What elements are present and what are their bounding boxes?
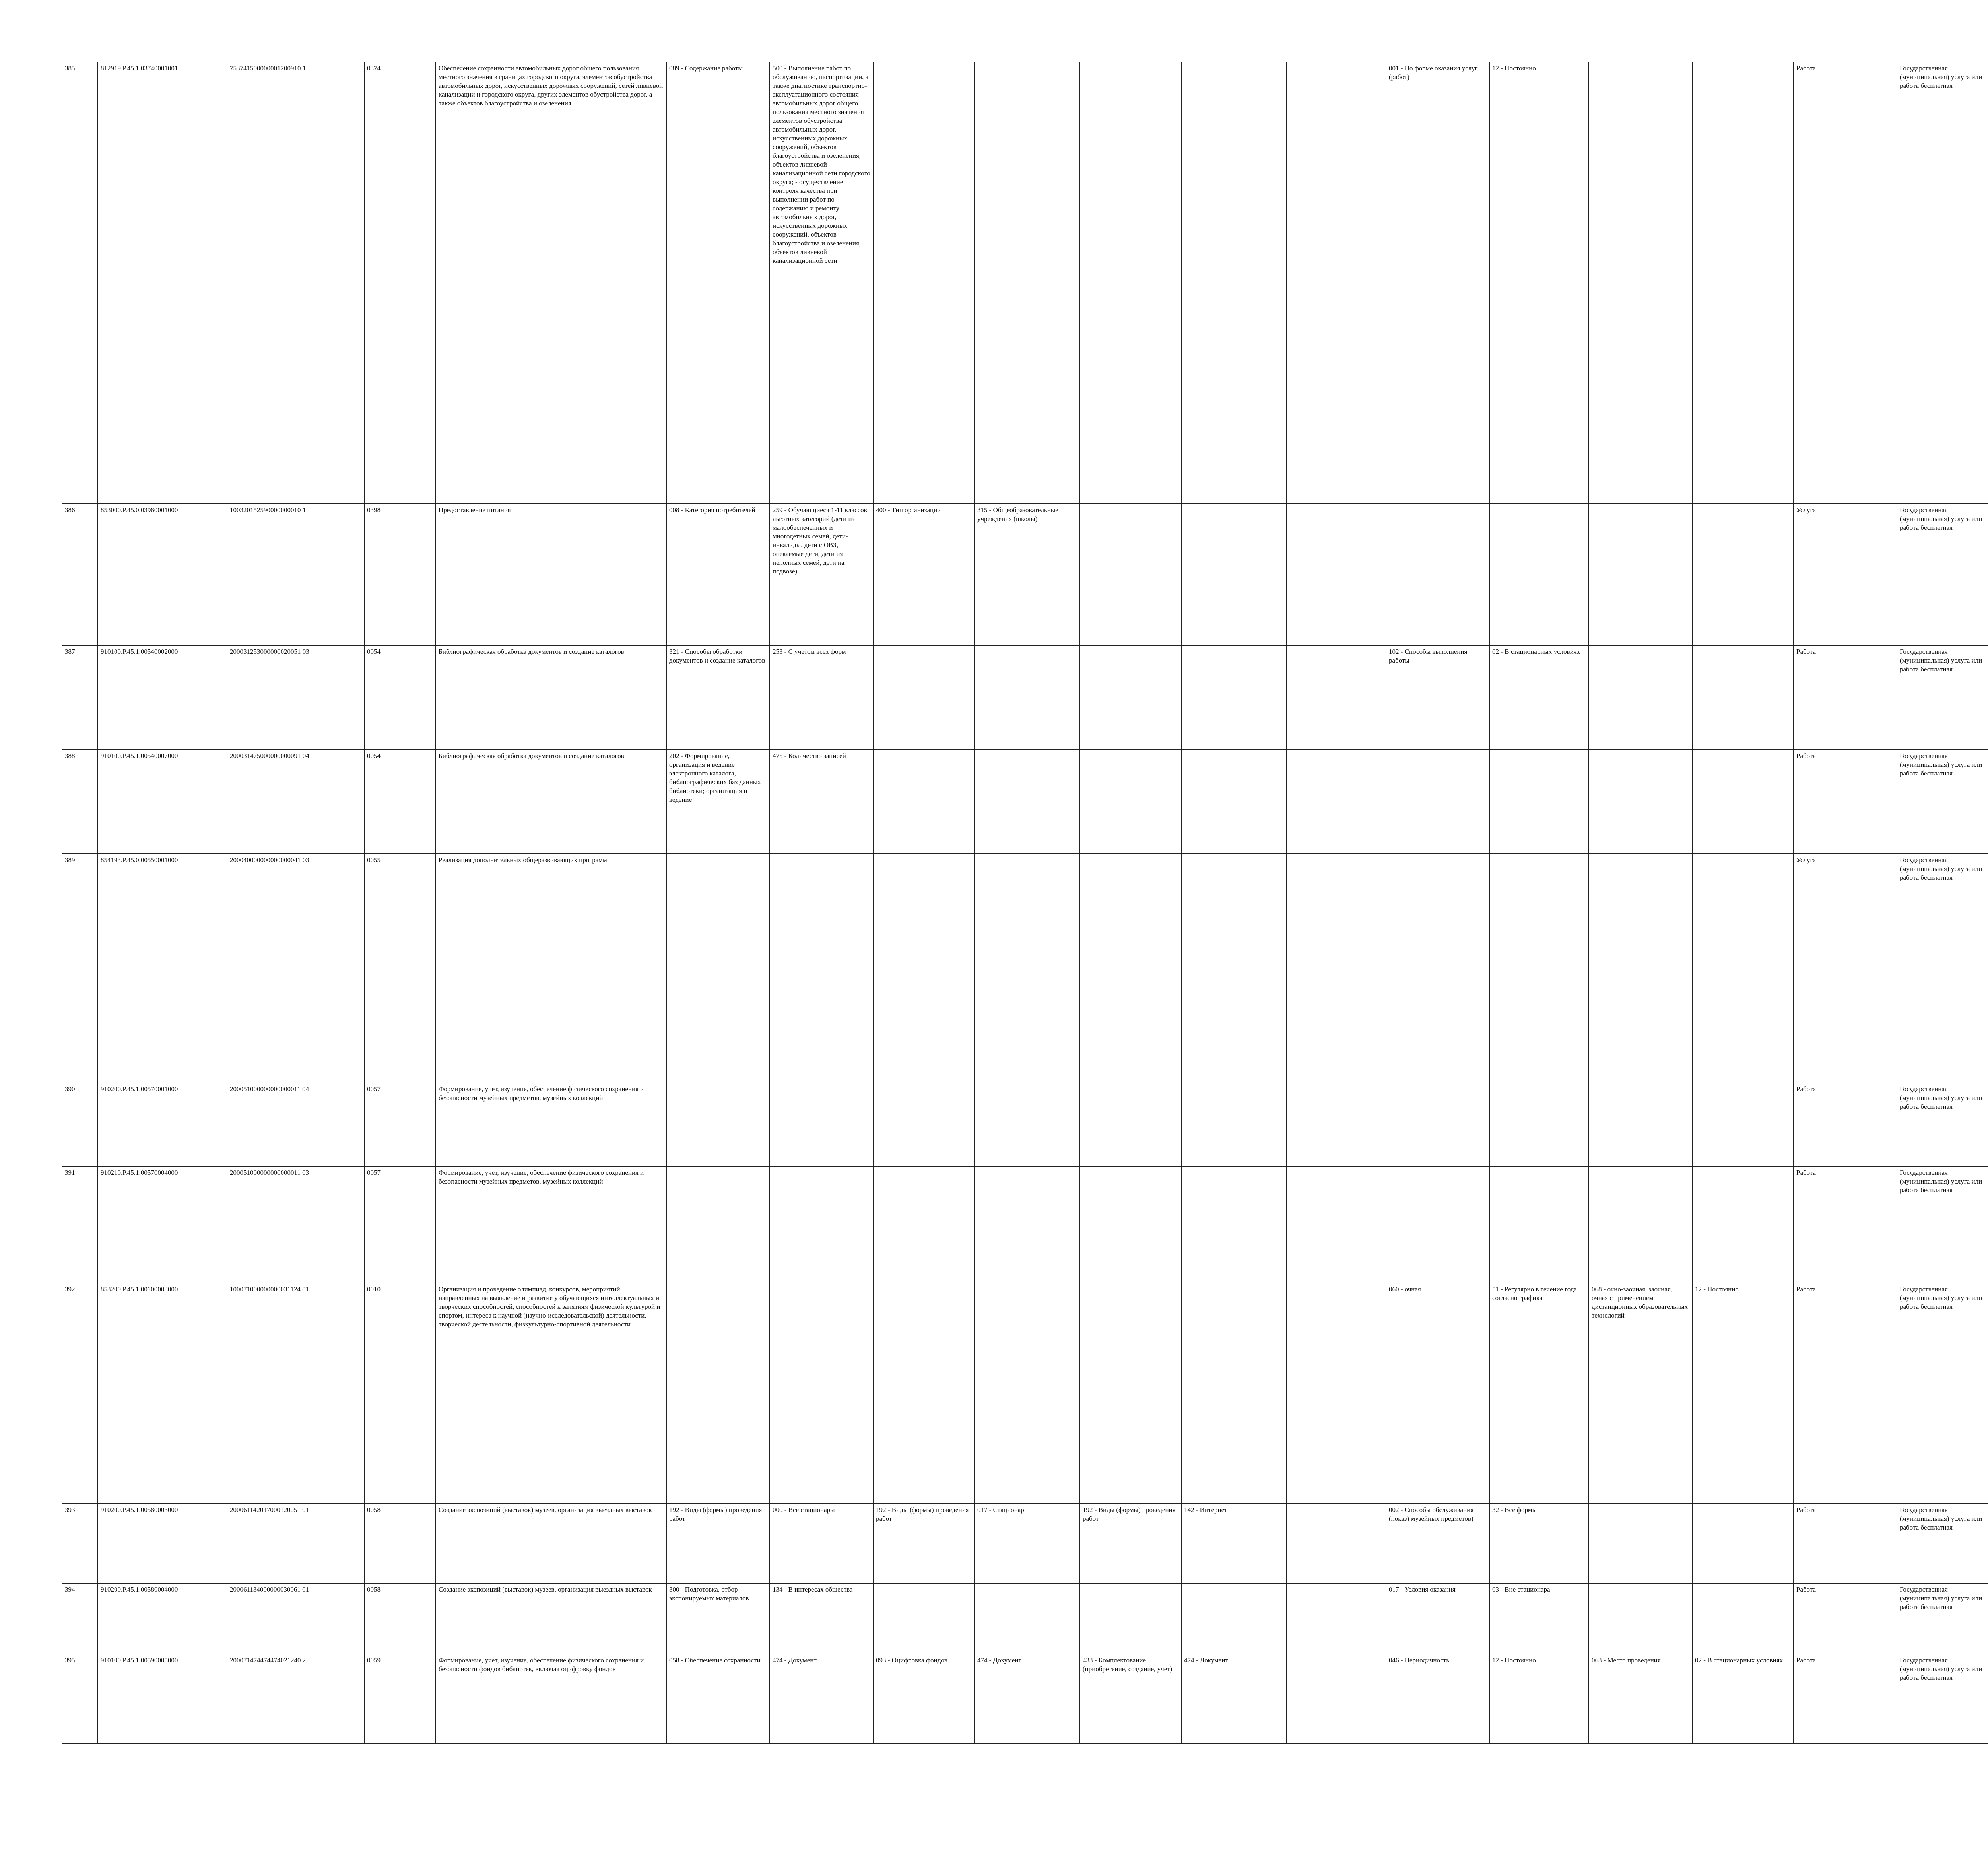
table-cell bbox=[1181, 1166, 1287, 1283]
table-cell bbox=[1080, 504, 1181, 645]
table-cell: 0374 bbox=[364, 62, 436, 504]
table-cell: Формирование, учет, изучение, обеспечение физического сохранения и безопасности музейных предметов, музейных коллекций bbox=[436, 1166, 666, 1283]
table-cell: 400 - Тип организации bbox=[873, 504, 975, 645]
table-cell: 500 - Выполнение работ по обслуживанию, паспортизации, а также диагностике транспортно-эксплуатационного состояния автомобильных дорог общего пользования местного значения элементов обустройства автомобильных дорог, искусственных дорожных сооружений, объектов благоустройства и озеленения, объектов ливневой канализационной сети городского округа; - осуществление контроля качества при выполнении работ по содержанию и ремонту автомобильных дорог, искусственных дорожных сооружений, объектов благоустройства и озеленения, объектов ливневой канализационной сети bbox=[770, 62, 873, 504]
table-cell: Работа bbox=[1794, 1083, 1897, 1166]
table-cell: Государственная (муниципальная) услуга или работа бесплатная bbox=[1897, 1166, 1988, 1283]
table-cell bbox=[1386, 504, 1489, 645]
table-cell: 753741500000001200910 1 bbox=[227, 62, 364, 504]
table-cell: 0398 bbox=[364, 504, 436, 645]
table-cell: 200051000000000000011 04 bbox=[227, 1083, 364, 1166]
table-cell: 089 - Содержание работы bbox=[666, 62, 770, 504]
table-cell bbox=[1489, 1083, 1589, 1166]
table-cell: 910100.Р.45.1.00540002000 bbox=[98, 645, 227, 750]
table-cell: Создание экспозиций (выставок) музеев, организация выездных выставок bbox=[436, 1583, 666, 1654]
table-cell bbox=[975, 1083, 1080, 1166]
registry-table bbox=[62, 62, 1988, 1744]
table-cell: 046 - Периодичность bbox=[1386, 1654, 1489, 1743]
table-cell: 142 - Интернет bbox=[1181, 1504, 1287, 1583]
table-cell bbox=[1181, 645, 1287, 750]
table-cell: Работа bbox=[1794, 1504, 1897, 1583]
table-cell bbox=[1589, 854, 1692, 1083]
table-cell bbox=[1080, 750, 1181, 854]
table-cell bbox=[1589, 1166, 1692, 1283]
table-cell: 391 bbox=[62, 1166, 98, 1283]
table-cell bbox=[1181, 854, 1287, 1083]
table-cell bbox=[1589, 504, 1692, 645]
table-cell bbox=[1692, 62, 1794, 504]
table-cell: 0057 bbox=[364, 1166, 436, 1283]
table-cell: 474 - Документ bbox=[1181, 1654, 1287, 1743]
table-cell: Формирование, учет, изучение, обеспечение физического сохранения и безопасности фондов библиотек, включая оцифровку фондов bbox=[436, 1654, 666, 1743]
table-cell bbox=[770, 1283, 873, 1504]
table-cell bbox=[975, 1583, 1080, 1654]
table-cell bbox=[873, 750, 975, 854]
table-cell: 093 - Оцифровка фондов bbox=[873, 1654, 975, 1743]
table-cell: Государственная (муниципальная) услуга или работа бесплатная bbox=[1897, 1283, 1988, 1504]
table-cell: 300 - Подготовка, отбор экспонируемых материалов bbox=[666, 1583, 770, 1654]
table-cell bbox=[1080, 1083, 1181, 1166]
table-cell: 393 bbox=[62, 1504, 98, 1583]
table-cell: 386 bbox=[62, 504, 98, 645]
table-cell: Работа bbox=[1794, 1654, 1897, 1743]
table-cell bbox=[1287, 750, 1386, 854]
table-cell: Работа bbox=[1794, 645, 1897, 750]
table-cell: Библиографическая обработка документов и создание каталогов bbox=[436, 645, 666, 750]
table-cell bbox=[1287, 1504, 1386, 1583]
table-cell: 102 - Способы выполнения работы bbox=[1386, 645, 1489, 750]
table-row bbox=[62, 504, 1988, 645]
table-cell bbox=[1080, 854, 1181, 1083]
table-cell: 02 - В стационарных условиях bbox=[1489, 645, 1589, 750]
table-cell bbox=[1181, 1283, 1287, 1504]
table-cell: 12 - Постоянно bbox=[1692, 1283, 1794, 1504]
table-cell: 910210.Р.45.1.00570004000 bbox=[98, 1166, 227, 1283]
table-cell: Формирование, учет, изучение, обеспечение физического сохранения и безопасности музейных предметов, музейных коллекций bbox=[436, 1083, 666, 1166]
table-cell: Обеспечение сохранности автомобильных дорог общего пользования местного значения в границах городского округа, элементов обустройства автомобильных дорог, искусственных дорожных сооружений, сетей ливневой канализации и городского округа, других элементов обустройства дорог, а также объектов благоустройства и озеленения bbox=[436, 62, 666, 504]
table-cell: 475 - Количество записей bbox=[770, 750, 873, 854]
table-row bbox=[62, 1654, 1988, 1743]
table-cell bbox=[1080, 645, 1181, 750]
table-cell: 474 - Документ bbox=[975, 1654, 1080, 1743]
table-cell: 433 - Комплектование (приобретение, создание, учет) bbox=[1080, 1654, 1181, 1743]
table-cell bbox=[1287, 504, 1386, 645]
table-cell bbox=[1287, 645, 1386, 750]
table-cell bbox=[873, 1583, 975, 1654]
table-cell bbox=[770, 854, 873, 1083]
table-cell bbox=[770, 1166, 873, 1283]
table-cell: 385 bbox=[62, 62, 98, 504]
table-cell bbox=[666, 1083, 770, 1166]
table-cell: 0057 bbox=[364, 1083, 436, 1166]
table-cell bbox=[1386, 750, 1489, 854]
table-cell bbox=[770, 1083, 873, 1166]
table-cell bbox=[1692, 645, 1794, 750]
table-cell: Государственная (муниципальная) услуга или работа бесплатная bbox=[1897, 645, 1988, 750]
table-cell bbox=[873, 62, 975, 504]
table-cell: 100320152590000000010 1 bbox=[227, 504, 364, 645]
table-cell bbox=[1489, 504, 1589, 645]
table-cell bbox=[1287, 1283, 1386, 1504]
table-cell: Государственная (муниципальная) услуга или работа бесплатная bbox=[1897, 1083, 1988, 1166]
table-cell: 192 - Виды (формы) проведения работ bbox=[1080, 1504, 1181, 1583]
table-cell: 134 - В интересах общества bbox=[770, 1583, 873, 1654]
table-cell: Услуга bbox=[1794, 854, 1897, 1083]
table-cell bbox=[1386, 854, 1489, 1083]
table-cell bbox=[1181, 504, 1287, 645]
table-cell bbox=[1080, 62, 1181, 504]
table-cell: 395 bbox=[62, 1654, 98, 1743]
table-cell: 392 bbox=[62, 1283, 98, 1504]
table-cell bbox=[1287, 1166, 1386, 1283]
table-cell bbox=[975, 1283, 1080, 1504]
table-cell: 060 - очная bbox=[1386, 1283, 1489, 1504]
table-row bbox=[62, 62, 1988, 504]
table-cell: 474 - Документ bbox=[770, 1654, 873, 1743]
table-cell bbox=[975, 645, 1080, 750]
table-cell bbox=[1589, 1504, 1692, 1583]
table-cell bbox=[1692, 504, 1794, 645]
table-row bbox=[62, 645, 1988, 750]
table-cell bbox=[1080, 1583, 1181, 1654]
table-cell bbox=[1589, 645, 1692, 750]
table-cell: 0055 bbox=[364, 854, 436, 1083]
table-cell: 02 - В стационарных условиях bbox=[1692, 1654, 1794, 1743]
table-cell: 910200.Р.45.1.00570001000 bbox=[98, 1083, 227, 1166]
table-cell: 192 - Виды (формы) проведения работ bbox=[666, 1504, 770, 1583]
table-cell bbox=[1080, 1283, 1181, 1504]
table-cell: Государственная (муниципальная) услуга или работа бесплатная bbox=[1897, 1654, 1988, 1743]
table-cell: Государственная (муниципальная) услуга или работа бесплатная bbox=[1897, 1504, 1988, 1583]
table-cell: 0054 bbox=[364, 750, 436, 854]
table-cell: 12 - Постоянно bbox=[1489, 62, 1589, 504]
table-cell: 200051000000000000011 03 bbox=[227, 1166, 364, 1283]
table-cell: 200031253000000020051 03 bbox=[227, 645, 364, 750]
table-cell: Работа bbox=[1794, 62, 1897, 504]
table-cell bbox=[1181, 750, 1287, 854]
table-cell bbox=[1692, 1583, 1794, 1654]
table-cell: 0058 bbox=[364, 1583, 436, 1654]
table-cell bbox=[1692, 1083, 1794, 1166]
table-cell: Государственная (муниципальная) услуга или работа бесплатная bbox=[1897, 750, 1988, 854]
table-cell: 0054 bbox=[364, 645, 436, 750]
table-cell bbox=[1181, 1583, 1287, 1654]
table-cell: 001 - По форме оказания услуг (работ) bbox=[1386, 62, 1489, 504]
table-cell bbox=[1080, 1166, 1181, 1283]
table-cell: Организация и проведение олимпиад, конкурсов, мероприятий, направленных на выявление и развитие у обучающихся интеллектуальных и творческих способностей, способностей к занятиям физической культурой и спортом, интереса к научной (научно-исследовательской) деятельности, творческой деятельности, физкультурно-спортивной деятельности bbox=[436, 1283, 666, 1504]
table-cell: Государственная (муниципальная) услуга или работа бесплатная bbox=[1897, 854, 1988, 1083]
table-cell bbox=[1386, 1083, 1489, 1166]
table-cell bbox=[1489, 750, 1589, 854]
table-cell: 200040000000000000041 03 bbox=[227, 854, 364, 1083]
table-cell: 0059 bbox=[364, 1654, 436, 1743]
table-cell: Государственная (муниципальная) услуга или работа бесплатная bbox=[1897, 1583, 1988, 1654]
table-cell: 0058 bbox=[364, 1504, 436, 1583]
table-cell bbox=[873, 645, 975, 750]
table-cell bbox=[975, 750, 1080, 854]
table-cell bbox=[975, 854, 1080, 1083]
table-cell bbox=[1589, 62, 1692, 504]
table-cell: 063 - Место проведения bbox=[1589, 1654, 1692, 1743]
table-cell bbox=[1692, 1166, 1794, 1283]
table-cell: 910100.Р.45.1.00540007000 bbox=[98, 750, 227, 854]
table-cell: 017 - Условия оказания bbox=[1386, 1583, 1489, 1654]
table-cell bbox=[1589, 1583, 1692, 1654]
table-cell: 200061134000000030061 01 bbox=[227, 1583, 364, 1654]
table-cell: 321 - Способы обработки документов и создание каталогов bbox=[666, 645, 770, 750]
table-cell: Услуга bbox=[1794, 504, 1897, 645]
table-cell: 910100.Р.45.1.00590005000 bbox=[98, 1654, 227, 1743]
table-cell bbox=[1181, 62, 1287, 504]
table-cell bbox=[666, 1283, 770, 1504]
table-cell: 002 - Способы обслуживания (показ) музейных предметов) bbox=[1386, 1504, 1489, 1583]
table-row bbox=[62, 1583, 1988, 1654]
table-cell bbox=[1287, 854, 1386, 1083]
table-cell: 058 - Обеспечение сохранности bbox=[666, 1654, 770, 1743]
table-cell: 390 bbox=[62, 1083, 98, 1166]
table-cell: 192 - Виды (формы) проведения работ bbox=[873, 1504, 975, 1583]
table-cell: 253 - С учетом всех форм bbox=[770, 645, 873, 750]
table-row bbox=[62, 1283, 1988, 1504]
table-cell bbox=[666, 1166, 770, 1283]
table-cell bbox=[1589, 750, 1692, 854]
table-cell bbox=[1287, 62, 1386, 504]
table-cell: 315 - Общеобразовательные учреждения (школы) bbox=[975, 504, 1080, 645]
table-row bbox=[62, 1083, 1988, 1166]
table-cell bbox=[1181, 1083, 1287, 1166]
table-cell: 202 - Формирование, организация и ведение электронного каталога, библиографических баз данных библиотеки; организация и ведение bbox=[666, 750, 770, 854]
table-cell: Государственная (муниципальная) услуга или работа бесплатная bbox=[1897, 504, 1988, 645]
table-cell: 068 - очно-заочная, заочная, очная с применением дистанционных образовательных технологий bbox=[1589, 1283, 1692, 1504]
table-cell: 910200.Р.45.1.00580004000 bbox=[98, 1583, 227, 1654]
table-cell bbox=[1589, 1083, 1692, 1166]
table-cell: 910200.Р.45.1.00580003000 bbox=[98, 1504, 227, 1583]
table-cell: 389 bbox=[62, 854, 98, 1083]
table-cell: 0010 bbox=[364, 1283, 436, 1504]
table-cell: 100071000000000031124 01 bbox=[227, 1283, 364, 1504]
table-cell: Библиографическая обработка документов и создание каталогов bbox=[436, 750, 666, 854]
table-cell bbox=[873, 1166, 975, 1283]
table-cell: 000 - Все стационары bbox=[770, 1504, 873, 1583]
table-row bbox=[62, 1166, 1988, 1283]
table-cell: 200061142017000120051 01 bbox=[227, 1504, 364, 1583]
table-cell: 388 bbox=[62, 750, 98, 854]
table-cell: Работа bbox=[1794, 1283, 1897, 1504]
table-cell bbox=[1692, 1504, 1794, 1583]
table-cell: 853000.Р.45.0.03980001000 bbox=[98, 504, 227, 645]
table-cell: 387 bbox=[62, 645, 98, 750]
table-cell bbox=[1287, 1583, 1386, 1654]
table-cell bbox=[1489, 1166, 1589, 1283]
table-cell bbox=[1386, 1166, 1489, 1283]
table-cell: 03 - Вне стационара bbox=[1489, 1583, 1589, 1654]
table-cell: Работа bbox=[1794, 1583, 1897, 1654]
table-cell: 200071474474474021240 2 bbox=[227, 1654, 364, 1743]
table-cell: 812919.Р.45.1.03740001001 bbox=[98, 62, 227, 504]
table-cell: 394 bbox=[62, 1583, 98, 1654]
table-row bbox=[62, 750, 1988, 854]
table-cell: Работа bbox=[1794, 750, 1897, 854]
table-row bbox=[62, 854, 1988, 1083]
table-cell bbox=[1489, 854, 1589, 1083]
table-cell: Предоставление питания bbox=[436, 504, 666, 645]
table-cell bbox=[1287, 1083, 1386, 1166]
table-cell: Создание экспозиций (выставок) музеев, организация выездных выставок bbox=[436, 1504, 666, 1583]
table-cell: Государственная (муниципальная) услуга или работа бесплатная bbox=[1897, 62, 1988, 504]
table-cell: 51 - Регулярно в течение года согласно графика bbox=[1489, 1283, 1589, 1504]
table-cell bbox=[975, 1166, 1080, 1283]
table-cell: 017 - Стационар bbox=[975, 1504, 1080, 1583]
table-cell: 854193.Р.45.0.00550001000 bbox=[98, 854, 227, 1083]
table-row bbox=[62, 1504, 1988, 1583]
table-cell: 008 - Категория потребителей bbox=[666, 504, 770, 645]
table-cell bbox=[873, 1083, 975, 1166]
table-cell: 32 - Все формы bbox=[1489, 1504, 1589, 1583]
table-cell: Работа bbox=[1794, 1166, 1897, 1283]
table-cell: 12 - Постоянно bbox=[1489, 1654, 1589, 1743]
table-cell: 853200.Р.45.1.00100003000 bbox=[98, 1283, 227, 1504]
table-cell bbox=[873, 854, 975, 1083]
table-cell bbox=[1287, 1654, 1386, 1743]
table-cell bbox=[975, 62, 1080, 504]
table-cell: 200031475000000000091 04 bbox=[227, 750, 364, 854]
table-cell bbox=[666, 854, 770, 1083]
table-cell: 259 - Обучающиеся 1-11 классов льготных категорий (дети из малообеспеченных и многодетных семей, дети-инвалиды, дети с ОВЗ, опекаемые дети, дети из неполных семей, дети на подвозе) bbox=[770, 504, 873, 645]
table-cell bbox=[1692, 750, 1794, 854]
table-cell bbox=[873, 1283, 975, 1504]
table-cell bbox=[1692, 854, 1794, 1083]
table-cell: Реализация дополнительных общеразвивающих программ bbox=[436, 854, 666, 1083]
